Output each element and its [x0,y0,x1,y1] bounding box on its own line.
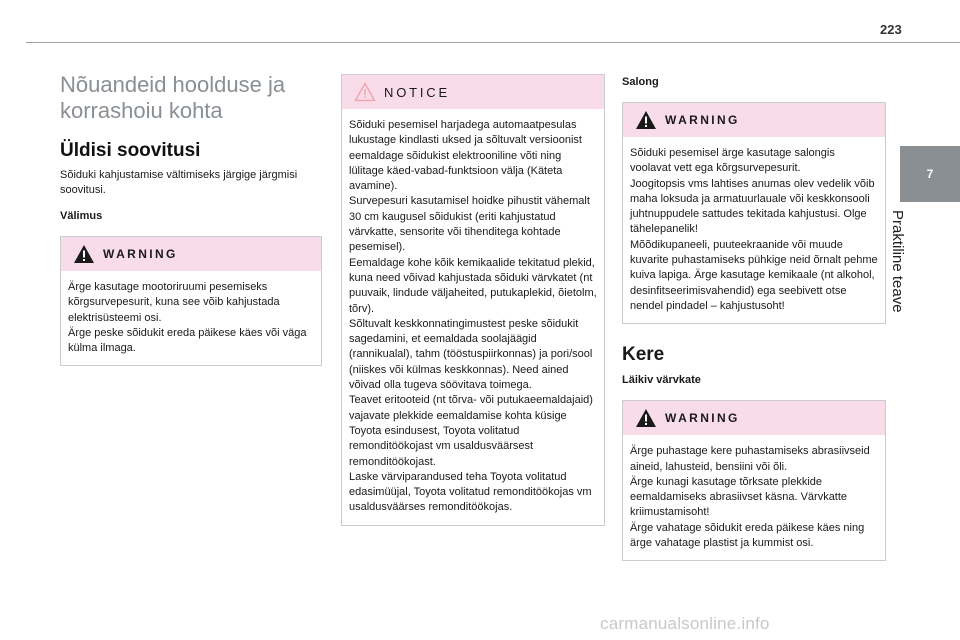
intro-text: Sõiduki kahjustamise vältimiseks järgige järgmisi soovitusi. [60,169,298,196]
warning-body [61,271,321,365]
warning-box-paint [622,400,886,561]
notice-body [342,109,604,525]
warning-triangle-icon [635,408,657,428]
notice-line: Teavet eritooteid (nt tõrva- või putukaeemaldajaid) vajavate plekkide eemaldamise kohta küsige Toyota esindusest, Toyota volitatud remonditöökojast vm usaldusväärsest remonditöökojast. [349,394,593,468]
warning-triangle-icon [73,244,95,264]
chapter-title [889,210,936,320]
warning-title: WARNING [665,113,740,127]
page-number: 223 [880,22,902,37]
chapter-tab[interactable]: 7 [900,146,960,202]
subheading-interior: Salong [622,76,659,88]
warning-body [623,137,885,323]
page-title-line-2: korrashoiu kohta [60,98,223,123]
notice-line: Eemaldage kohe kõik kemikaalide tekitatud plekid, kuna need võivad kahjustada sõiduki värvkatet (nt puuvaik, lindude väljaheited, putukaplekid, õietolm, tõrv). [349,256,597,315]
warning-line: Sõiduki pesemisel ärge kasutage salongis voolavat vett ega kõrgsurvepesurit. [630,147,835,175]
notice-line: Survepesuri kasutamisel hoidke pihustit vähemalt 30 cm kaugusel sõidukist (eriti kahjustatud värvkatte, sensorite või tihenditega kohtade pesemisel). [349,195,590,254]
page-title [60,72,322,124]
warning-line: Ärge kasutage mootoriruumi pesemiseks kõrgsurvepesurit, kuna see võib kahjustada elektrisüsteemi osi. [68,281,280,324]
column-left [60,70,322,366]
notice-box [341,74,605,526]
column-middle [341,70,605,526]
warning-header [623,401,885,435]
warning-title: WARNING [665,411,740,426]
subheading-exterior: Välimus [60,210,103,222]
watermark: carmanualsonline.info [600,614,770,633]
chapter-title-text: Praktiline teave [889,210,906,313]
warning-header [623,103,885,137]
section-heading-general: Üldisi soovitusi [60,140,201,161]
warning-line: Ärge peske sõidukit ereda päikese käes või väga külma ilmaga. [68,326,307,355]
notice-header [342,75,604,109]
notice-line: Sõltuvalt keskkonnatingimustest peske sõidukit sagedamini, et eemaldada soolajäägid (rannikualal), tahm (tööstuspiirkonnas) ja pori/sool (niiskes või külmas keskkonnas). Need ained võivad olla tugeva söövitava toimega. [349,317,593,392]
header-divider [26,42,960,43]
notice-triangle-icon [354,82,376,102]
page-title-line-1: Nõuandeid hoolduse ja [60,72,286,97]
warning-title: WARNING [103,247,178,261]
warning-line: Mõõdikupaneeli, puuteekraanide või muude kuvarite puhastamiseks pühkige neid õrnalt pehme kuiva lapiga. Ärge kasutage kemikaale (nt alkohol, desinfitseerimisvahendid) ega seebivett otse nendel pindadel – kahjustusoht! [630,238,878,312]
warning-line: Ärge puhastage kere puhastamiseks abrasiivseid aineid, lahusteid, bensiini või õli. [630,445,870,473]
notice-line: Laske värviparandused teha Toyota volitatud edasimüüjal, Toyota volitatud remonditöökojas vm usaldusväärses remonditöökojas. [349,470,592,514]
warning-box-interior [622,102,886,324]
warning-header [61,237,321,271]
column-right [622,70,886,561]
notice-line: Sõiduki pesemisel harjadega automaatpesulas lukustage kindlasti uksed ja sõltuvalt versioonist eemaldage sõidukist elektrooniline võti ning lülitage käed-vabad-funktsioon välja (Käteta avamine). [349,119,582,193]
warning-box-exterior [60,236,322,366]
warning-line: Ärge kunagi kasutage tõrksate plekkide eemaldamiseks abrasiivset käsna. Värvkatte kriimustamisoht! [630,475,848,519]
notice-title: NOTICE [384,84,450,100]
warning-line: Joogitopsis vms lahtises anumas olev vedelik võib maha loksuda ja armatuurlauale või keskkonsooli juhtnuppudele sattudes tekitada kahjustusi. Olge tähelepanelik! [630,177,875,236]
warning-triangle-icon [635,110,657,130]
subheading-paint: Läikiv värvkate [622,374,701,387]
section-heading-body: Kere [622,344,665,366]
warning-body [623,435,885,560]
warning-line: Ärge vahatage sõidukit ereda päikese käes ning ärge vahatage plastist ja kummist osi. [630,521,865,550]
